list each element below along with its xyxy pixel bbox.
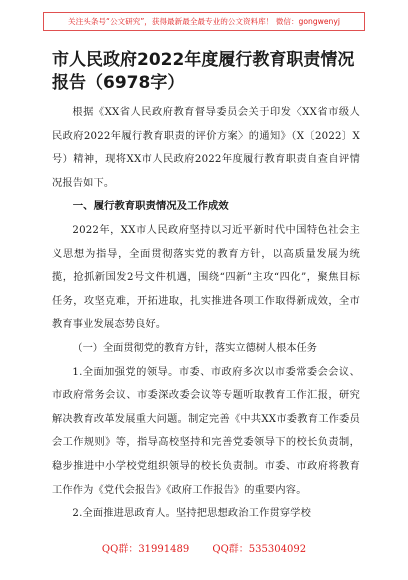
footer-contact [0, 540, 408, 555]
intro-paragraph: 根据《XX省人民政府教育督导委员会关于印发〈XX省市级人民政府2022年履行教育职责的评价方案〉的通知》（X〔2022〕X号）精神，现将XX市人民政府2022年度履行教育职责自查自评情况报告如下。 [52, 107, 360, 189]
section-heading: 一、履行教育职责情况及工作成效 [72, 200, 229, 213]
list-item: 1.全面加强党的领导。市委、市政府多次以市委常委会会议、市政府常务会议、市委深改委会议等专题听取教育工作汇报，研究解决教育改革发展重大问题。制定完善《中共XX市委教育工作委员会工作规则》等，指导高校坚持和完善党委领导下的校长负责制，稳步推进中小学校党组织领导的校长负责制。市委、市政府将教育工作作为《党代会报告》《政府工作报告》的重要内容。 [52, 366, 360, 496]
section-paragraph: 2022年，XX市人民政府坚持以习近平新时代中国特色社会主义思想为指导，全面贯彻落实党的教育方针，以高质量发展为统揽，抢抓新国发2号文件机遇，围绕“四新”主攻“四化”，聚焦目标任务，攻坚克难，开拓进取，扎实推进各项工作取得新成效，全市教育事业发展态势良好。 [52, 224, 360, 331]
document-title: 市人民政府2022年度履行教育职责情况报告（6978字） [52, 50, 355, 93]
qq-group-1: QQ群：31991489 [101, 544, 190, 555]
document-body [52, 101, 360, 526]
list-item: 2.全面推进思政育人。坚持把思想政治工作贯穿学校 [72, 508, 312, 520]
header-banner: 关注头条号“公文研究”，获得最新最全最专业的公文资料库！ 微信：gongwenyj [43, 12, 365, 31]
qq-group-2: QQ群：535304092 [212, 544, 307, 555]
subsection-heading: （一）全面贯彻党的教育方针，落实立德树人根本任务 [72, 342, 317, 354]
